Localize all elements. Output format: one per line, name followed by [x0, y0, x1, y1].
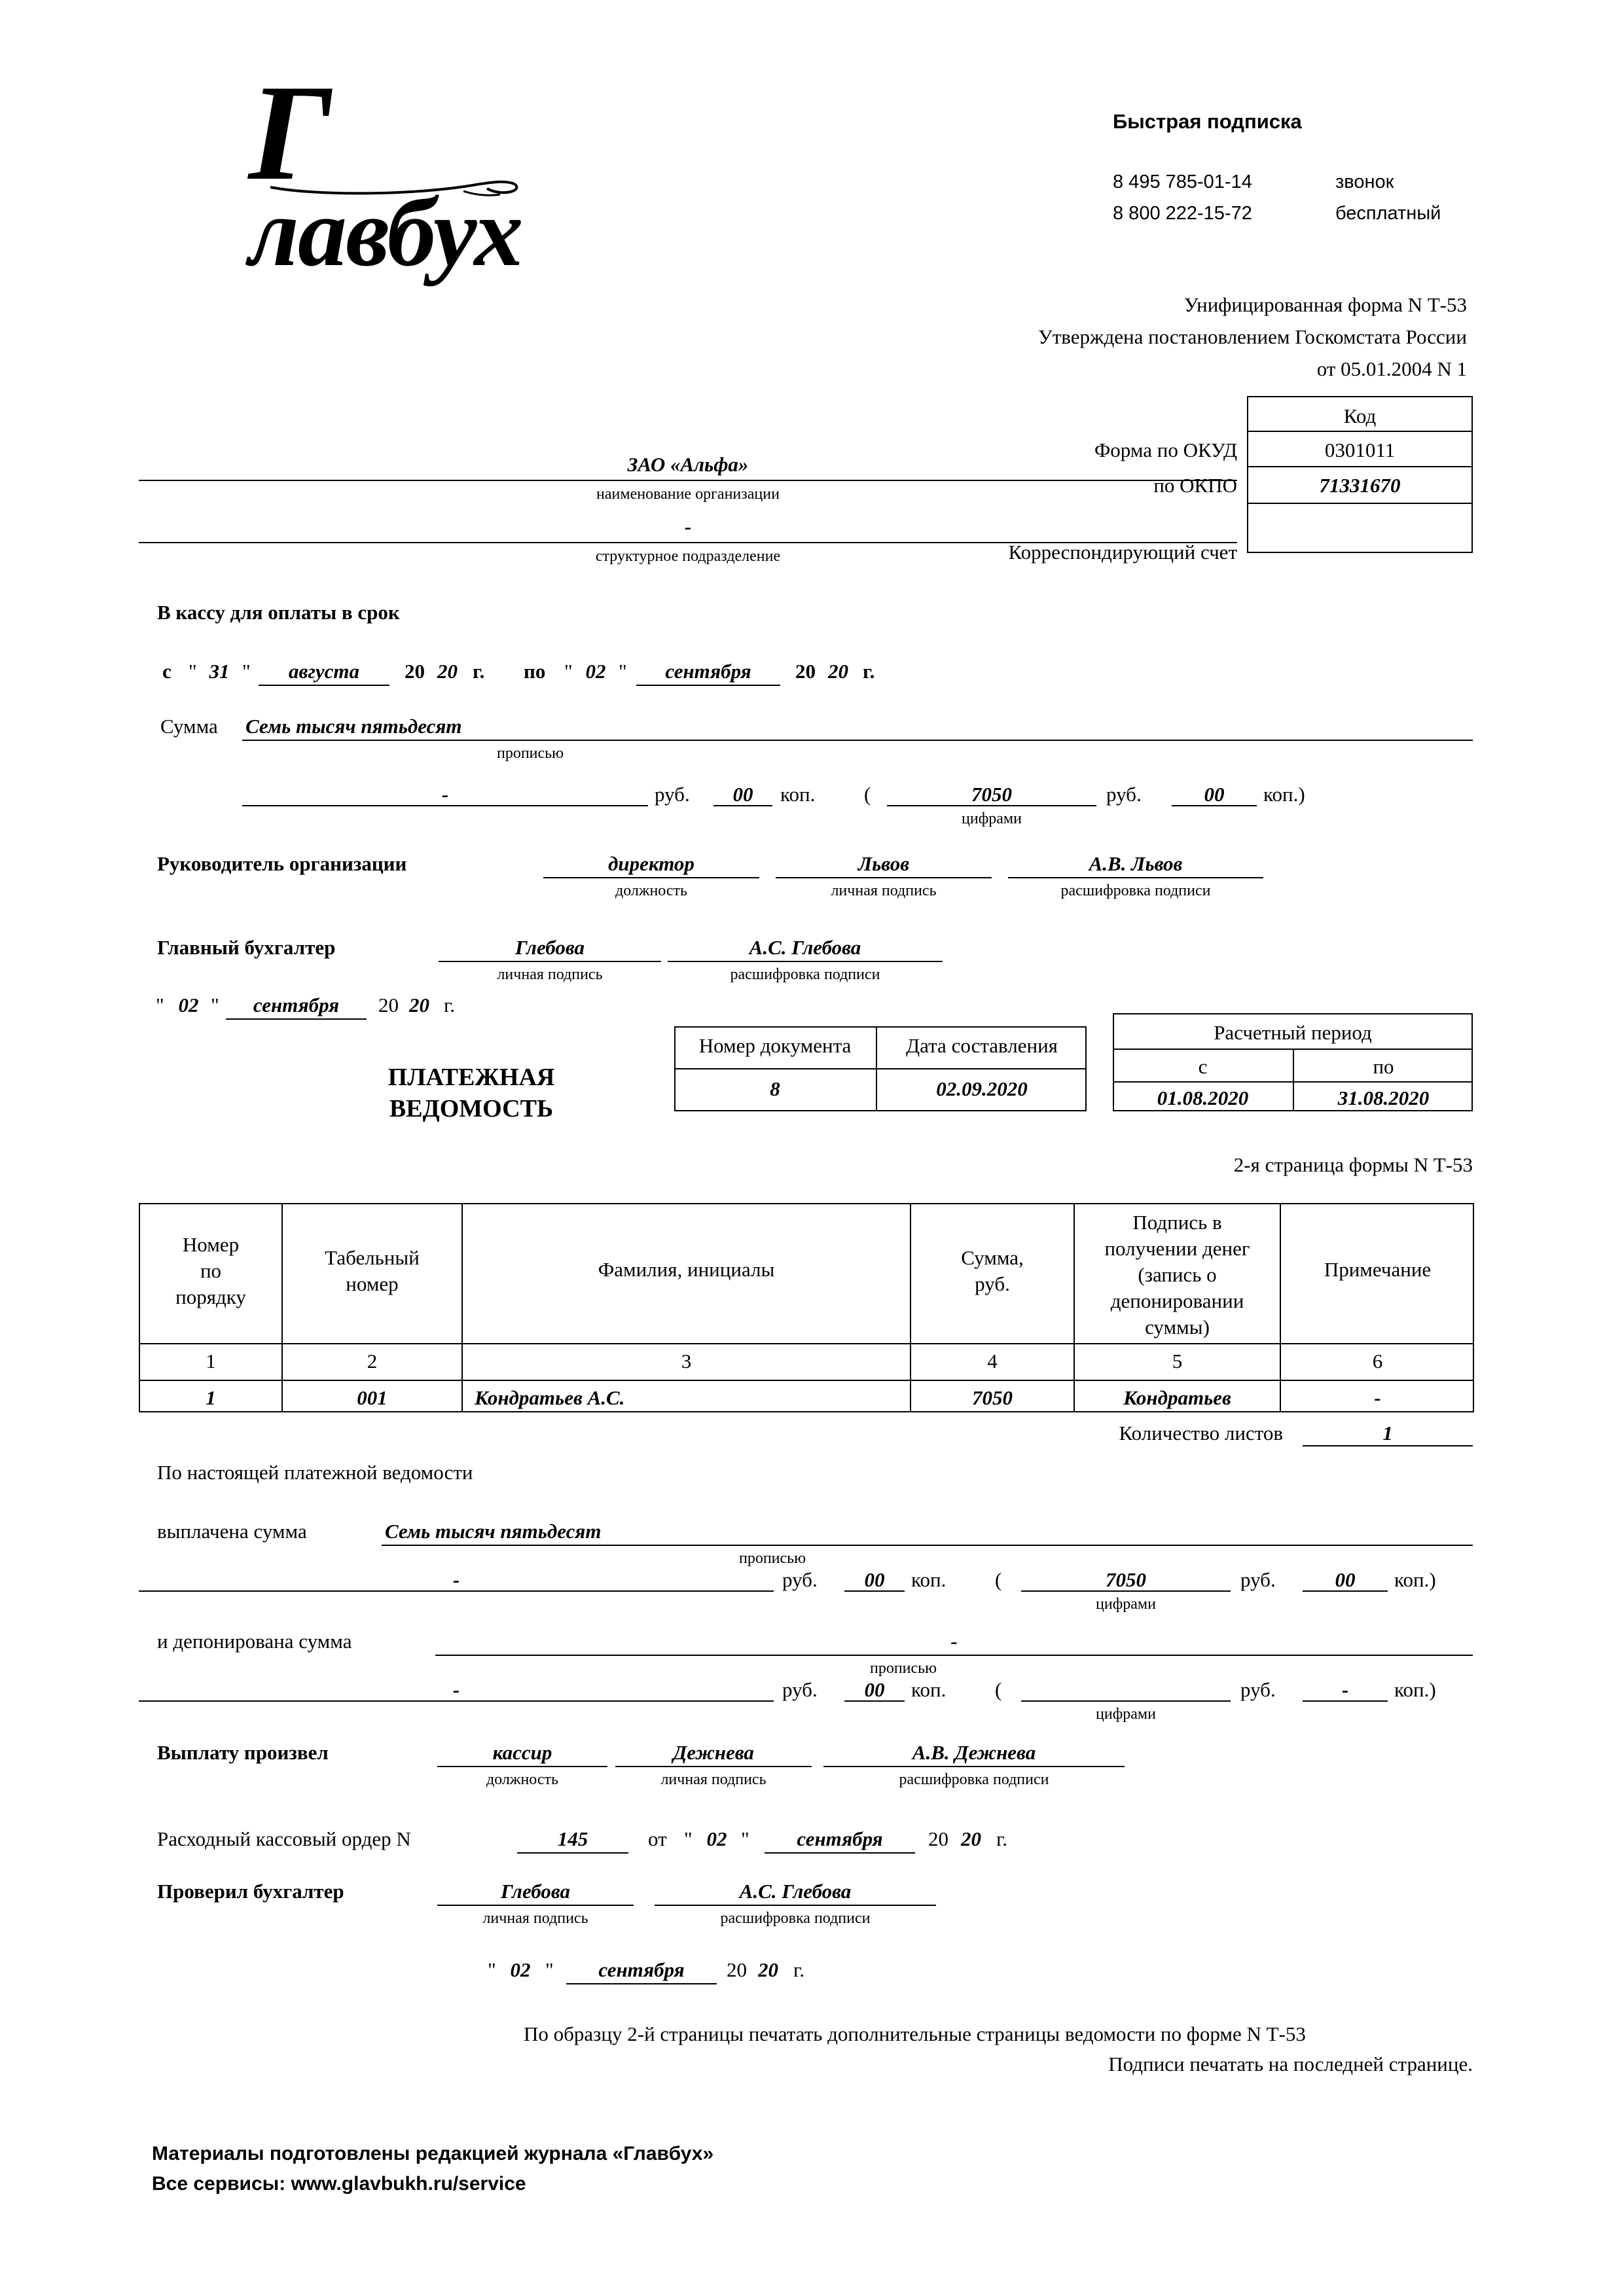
head-name: А.В. Львов: [1089, 852, 1183, 875]
checked-signature: Глебова: [500, 1880, 571, 1903]
col-num-5: 5: [1172, 1350, 1183, 1372]
paid-digits-rule: [1021, 1590, 1231, 1592]
phone-secondary: 8 800 222-15-72: [1113, 203, 1252, 224]
col-header-tabel: Табельный номер: [325, 1246, 420, 1295]
accountant-name: А.С. Глебова: [749, 936, 861, 959]
final-g: г.: [793, 1958, 804, 1981]
col-header-summa: Сумма, руб.: [961, 1246, 1024, 1295]
org-name-rule: [139, 480, 1237, 481]
sign-date-year: 20: [409, 994, 429, 1016]
okud-label: Форма по ОКУД: [1094, 439, 1237, 461]
deposited-rub-label: руб.: [782, 1678, 818, 1701]
sign-date-quote-2: ": [211, 994, 219, 1016]
checked-name-rule: [655, 1905, 936, 1906]
payer-position: кассир: [492, 1741, 552, 1764]
paid-kop-label: коп.: [911, 1568, 947, 1591]
code-box-divider-1: [1247, 431, 1473, 432]
paid-kop-label-2: коп.): [1394, 1568, 1436, 1591]
org-subdivision-caption: структурное подразделение: [595, 548, 781, 565]
head-position-caption: должность: [615, 882, 687, 899]
order-quote-1: ": [684, 1827, 693, 1850]
phone-secondary-note: бесплатный: [1335, 203, 1441, 224]
final-day: 02: [510, 1958, 531, 1981]
okpo-value: 71331670: [1319, 474, 1401, 497]
payer-signature: Дежнева: [673, 1741, 754, 1764]
document-title-line2: ВЕДОМОСТЬ: [389, 1095, 554, 1122]
page-note: 2-я страница формы N Т-53: [1233, 1153, 1473, 1176]
sum-paren-open: (: [864, 783, 871, 806]
table-hline-2: [139, 1380, 1474, 1381]
paid-rub-dash: -: [452, 1568, 460, 1591]
cash-quote-2: ": [242, 660, 251, 683]
deposited-kop-rule: [844, 1700, 905, 1702]
deposited-propisyu-caption: прописью: [869, 1660, 937, 1677]
code-box-divider-2: [1247, 466, 1473, 467]
order-month-rule: [765, 1852, 915, 1854]
org-subdivision: -: [684, 515, 692, 538]
sign-date-20: 20: [378, 994, 399, 1016]
code-header: Код: [1343, 404, 1377, 427]
deposited-rub-label-2: руб.: [1240, 1678, 1276, 1701]
table-vline-1: [281, 1203, 283, 1412]
deposited-ciframi-caption: цифрами: [1096, 1706, 1156, 1723]
form-id-line1: Унифицированная форма N Т-53: [1183, 293, 1467, 316]
order-quote-2: ": [741, 1827, 749, 1850]
paid-kop-value: 00: [864, 1568, 885, 1591]
row-cell-number: 1: [206, 1386, 216, 1409]
sum-digits-rule: [887, 805, 1096, 806]
head-position-rule: [543, 877, 759, 878]
head-position: директор: [608, 852, 695, 875]
cash-month-from: августа: [289, 660, 359, 683]
deposited-kop-rule-2: [1303, 1700, 1388, 1702]
sign-date-day: 02: [178, 994, 199, 1016]
subscription-title: Быстрая подписка: [1113, 110, 1302, 133]
sum-kop-rule: [713, 805, 772, 806]
deposited-words: -: [950, 1630, 958, 1653]
head-name-rule: [1008, 877, 1263, 878]
deposited-paren: (: [995, 1678, 1002, 1701]
head-signature-caption: личная подпись: [831, 882, 937, 899]
cash-g-b: г.: [863, 660, 875, 683]
cash-po: по: [524, 660, 546, 683]
final-quote-1: ": [488, 1958, 496, 1981]
col-header-primechanie: Примечание: [1324, 1258, 1432, 1281]
deposited-label: и депонирована сумма: [157, 1630, 352, 1653]
paid-label: выплачена сумма: [157, 1520, 307, 1543]
table-hline-1: [139, 1343, 1474, 1344]
paid-paren: (: [995, 1568, 1002, 1591]
table-vline-3: [910, 1203, 911, 1412]
paid-words-rule: [382, 1545, 1473, 1546]
col-header-fio: Фамилия, инициалы: [598, 1258, 775, 1281]
doc-number-header: Номер документа: [698, 1034, 852, 1057]
doc-date-value: 02.09.2020: [936, 1077, 1028, 1100]
sign-date-month: сентября: [253, 994, 340, 1016]
period-to-label: по: [1373, 1055, 1394, 1078]
sign-date-g: г.: [444, 994, 455, 1016]
payer-position-rule: [437, 1766, 607, 1767]
cash-g-a: г.: [473, 660, 485, 683]
order-label: Расходный кассовый ордер N: [157, 1827, 411, 1850]
col-header-number: Номер по порядку: [175, 1233, 246, 1308]
sign-date-month-rule: [226, 1018, 367, 1020]
sum-rub-label-2: руб.: [1106, 783, 1142, 806]
cash-prefix-s: с: [162, 660, 171, 683]
sum-kop-value: 00: [732, 783, 753, 806]
head-name-caption: расшифровка подписи: [1060, 882, 1211, 899]
col-num-6: 6: [1372, 1350, 1383, 1372]
form-id-line2: Утверждена постановлением Госкомстата России: [1038, 325, 1467, 348]
okud-value: 0301011: [1324, 439, 1396, 461]
org-name-caption: наименование организации: [596, 486, 780, 503]
print-note-1: По образцу 2-й страницы печатать дополнительные страницы ведомости по форме N Т-53: [524, 2022, 1306, 2045]
order-g: г.: [996, 1827, 1007, 1850]
org-subdivision-rule: [139, 542, 1237, 543]
footer-line-1: Материалы подготовлены редакцией журнала «Главбух»: [152, 2143, 714, 2164]
logo-initial: Г: [249, 57, 331, 209]
cash-quote-3: ": [564, 660, 573, 683]
sum-words-rule: [242, 740, 1473, 741]
paid-words: Семь тысяч пятьдесят: [385, 1520, 602, 1543]
final-20: 20: [727, 1958, 747, 1981]
phone-primary-note: звонок: [1335, 171, 1394, 192]
sheets-value: 1: [1382, 1422, 1393, 1444]
footer-line-2: Все сервисы: www.glavbukh.ru/service: [152, 2173, 526, 2195]
document-title: [327, 1062, 615, 1124]
payer-position-caption: должность: [486, 1771, 558, 1788]
accountant-name-caption: расшифровка подписи: [730, 966, 880, 983]
final-quote-2: ": [545, 1958, 554, 1981]
checked-signature-rule: [437, 1905, 634, 1906]
table-vline-2: [461, 1203, 463, 1412]
phone-primary: 8 495 785-01-14: [1113, 171, 1252, 192]
col-header-podpis: Подпись в получении денег (запись о депонировании суммы): [1104, 1211, 1250, 1338]
deposited-rub-dash: -: [452, 1678, 460, 1701]
period-header: Расчетный период: [1214, 1021, 1372, 1044]
period-to-value: 31.08.2020: [1337, 1086, 1430, 1109]
doc-num-date-divider: [674, 1068, 1087, 1069]
cash-day-from: 31: [209, 660, 230, 683]
checked-name: А.С. Глебова: [739, 1880, 852, 1903]
sum-digits: 7050: [971, 783, 1012, 806]
order-ot: от: [648, 1827, 667, 1850]
sum-label: Сумма: [160, 715, 218, 738]
period-from-value: 01.08.2020: [1157, 1086, 1249, 1109]
order-number-rule: [517, 1852, 628, 1854]
sign-date-quote-1: ": [156, 994, 164, 1016]
final-month: сентября: [598, 1958, 685, 1981]
row-cell-summa: 7050: [972, 1386, 1013, 1409]
payer-signature-rule: [615, 1766, 812, 1767]
accountant-signature: Глебова: [514, 936, 585, 959]
checked-name-caption: расшифровка подписи: [720, 1910, 871, 1927]
okpo-label: по ОКПО: [1153, 474, 1237, 497]
cash-year-prefix-a: 20: [405, 660, 425, 683]
cash-month-to: сентября: [665, 660, 751, 683]
paid-kop-rule: [844, 1590, 905, 1592]
col-num-1: 1: [206, 1350, 216, 1372]
footer-intro: По настоящей платежной ведомости: [157, 1461, 473, 1484]
form-id-line3: от 05.01.2004 N 1: [1316, 357, 1467, 380]
accountant-signature-rule: [439, 961, 661, 962]
head-signature: Львов: [857, 852, 910, 875]
head-label: Руководитель организации: [157, 852, 407, 875]
checked-signature-caption: личная подпись: [482, 1910, 588, 1927]
org-name: ЗАО «Альфа»: [627, 453, 749, 476]
accountant-signature-caption: личная подпись: [497, 966, 603, 983]
col-num-4: 4: [987, 1350, 998, 1372]
paid-kop-value-2: 00: [1335, 1568, 1356, 1591]
sheets-rule: [1303, 1445, 1473, 1446]
corr-account-label: Корреспондирующий счет: [1008, 541, 1237, 564]
cash-year-from: 20: [437, 660, 458, 683]
print-note-2: Подписи печатать на последней странице.: [1108, 2053, 1473, 2075]
cash-year-prefix-b: 20: [795, 660, 816, 683]
deposited-kop-label-2: коп.): [1394, 1678, 1436, 1701]
accountant-name-rule: [668, 961, 943, 962]
final-month-rule: [566, 1983, 717, 1984]
doc-date-header: Дата составления: [906, 1034, 1058, 1057]
payer-name-caption: расшифровка подписи: [899, 1771, 1049, 1788]
sum-propisyu-caption: прописью: [496, 745, 564, 762]
deposited-kop-value-2: -: [1341, 1678, 1349, 1701]
cash-title: В кассу для оплаты в срок: [157, 601, 400, 624]
table-vline-5: [1280, 1203, 1281, 1412]
paid-digits: 7050: [1106, 1568, 1146, 1591]
order-20: 20: [928, 1827, 948, 1850]
accountant-label: Главный бухгалтер: [157, 936, 336, 959]
row-cell-tabel: 001: [357, 1386, 388, 1409]
row-cell-primechanie: -: [1374, 1386, 1381, 1409]
glavbuh-logo: [249, 57, 530, 287]
sum-rub-dash: -: [441, 783, 449, 806]
cash-year-to: 20: [828, 660, 848, 683]
final-year: 20: [758, 1958, 778, 1981]
paid-ciframi-caption: цифрами: [1096, 1596, 1156, 1613]
document-title-line1: ПЛАТЕЖНАЯ: [388, 1064, 555, 1091]
payer-name: А.В. Дежнева: [912, 1741, 1036, 1764]
sum-kop-label-2: коп.): [1263, 783, 1305, 806]
paid-rub-label-2: руб.: [1240, 1568, 1276, 1591]
sum-words: Семь тысяч пятьдесят: [245, 715, 462, 738]
sheets-label: Количество листов: [1119, 1422, 1283, 1444]
sum-kop-rule-2: [1172, 805, 1257, 806]
order-number: 145: [557, 1827, 588, 1850]
row-cell-podpis: Кондратьев: [1123, 1386, 1231, 1409]
col-num-2: 2: [367, 1350, 378, 1372]
doc-number-value: 8: [770, 1077, 780, 1100]
deposited-digits-rule: [1021, 1700, 1231, 1702]
sum-rub-label: руб.: [655, 783, 690, 806]
logo-swash-icon: [267, 162, 522, 202]
payer-label: Выплату произвел: [157, 1741, 329, 1764]
cash-quote-1: ": [189, 660, 197, 683]
period-from-label: с: [1198, 1055, 1208, 1078]
cash-quote-4: ": [619, 660, 627, 683]
order-month: сентября: [797, 1827, 883, 1850]
sum-kop-value-2: 00: [1204, 783, 1225, 806]
deposited-kop-value: 00: [864, 1678, 885, 1701]
code-box-divider-3: [1247, 503, 1473, 504]
paid-propisyu-caption: прописью: [738, 1550, 806, 1567]
cash-month-to-rule: [636, 685, 780, 686]
head-signature-rule: [776, 877, 992, 878]
payer-signature-caption: личная подпись: [660, 1771, 767, 1788]
paid-kop-rule-2: [1303, 1590, 1388, 1592]
payer-name-rule: [823, 1766, 1125, 1767]
deposited-words-rule: [435, 1655, 1473, 1656]
order-day: 02: [706, 1827, 727, 1850]
sum-ciframi-caption: цифрами: [962, 810, 1022, 827]
cash-day-to: 02: [585, 660, 606, 683]
cash-month-from-rule: [259, 685, 389, 686]
logo-text: лавбух: [249, 178, 522, 287]
deposited-kop-label: коп.: [911, 1678, 947, 1701]
order-year: 20: [961, 1827, 981, 1850]
sum-kop-label: коп.: [780, 783, 816, 806]
col-num-3: 3: [681, 1350, 692, 1372]
row-cell-fio: Кондратьев А.С.: [475, 1386, 625, 1409]
checked-label: Проверил бухгалтер: [157, 1880, 344, 1903]
paid-rub-label: руб.: [782, 1568, 818, 1591]
